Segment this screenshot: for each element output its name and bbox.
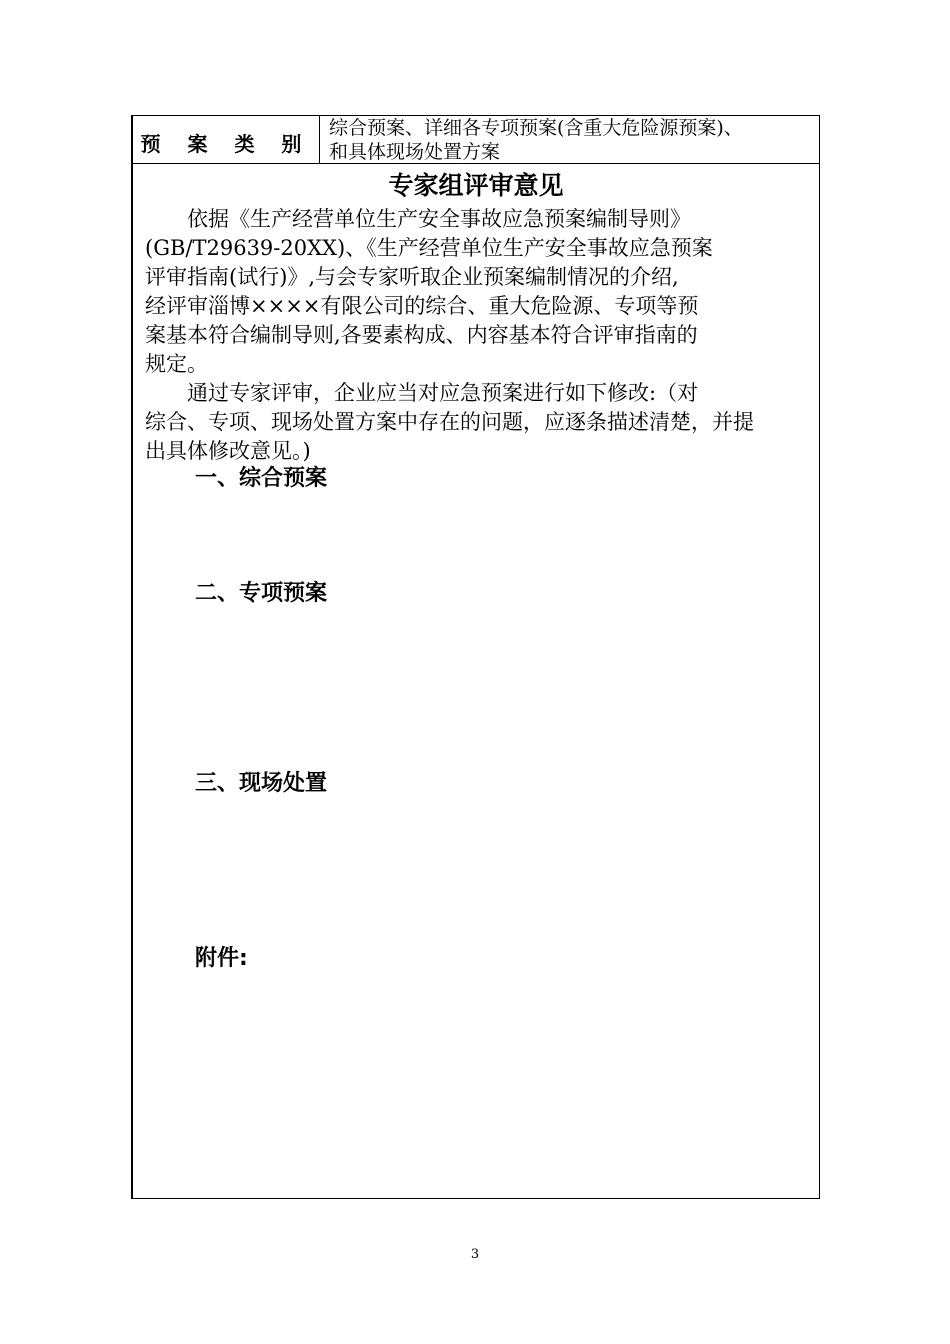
page-number: 3 — [470, 1247, 480, 1262]
section-title: 专家组评审意见 — [388, 171, 564, 200]
paragraph-line: (GB/T29639-20XX)、《生产经营单位生产安全事故应急预案 — [145, 236, 713, 260]
paragraph-line: 出具体修改意见。) — [145, 439, 311, 463]
paragraph-line: 案基本符合编制导则,各要素构成、内容基本符合评审指南的 — [145, 323, 698, 347]
paragraph-line: 综合、专项、现场处置方案中存在的问题，应逐条描述清楚，并提 — [145, 410, 754, 434]
review-table — [131, 115, 820, 1199]
category-label: 预 案 类 别 — [140, 132, 312, 156]
paragraph-line: 依据《生产经营单位生产安全事故应急预案编制导则》 — [145, 207, 691, 231]
paragraph-line: 通过专家评审，企业应当对应急预案进行如下修改:（对 — [145, 381, 699, 405]
paragraph-line: 评审指南(试行)》,与会专家听取企业预案编制情况的介绍, — [145, 265, 679, 289]
section-heading-onsite: 三、现场处置 — [195, 771, 328, 796]
section-heading-special: 二、专项预案 — [195, 581, 328, 606]
category-value-line: 综合预案、详细各专项预案(含重大危险源预案)、 — [329, 117, 743, 139]
column-divider — [319, 116, 320, 163]
section-heading-general: 一、综合预案 — [195, 466, 328, 491]
paragraph-line: 规定。 — [145, 352, 208, 376]
paragraph-line: 经评审淄博××××有限公司的综合、重大危险源、专项等预 — [145, 294, 699, 318]
category-value — [329, 116, 819, 164]
category-value-line: 和具体现场处置方案 — [329, 141, 501, 163]
section-heading-attachment: 附件: — [195, 946, 248, 971]
